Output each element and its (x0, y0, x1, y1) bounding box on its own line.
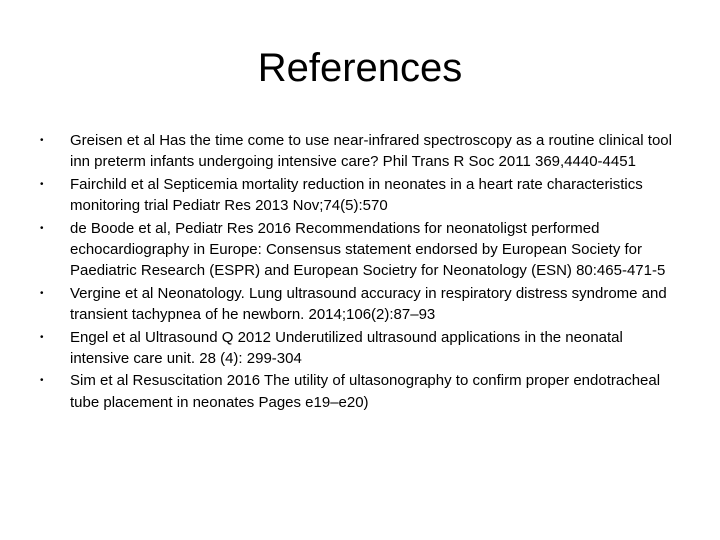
reference-item (40, 174, 680, 217)
reference-text: Fairchild et al Septicemia mortality reduction in neonates in a heart rate characteristics monitoring trial Pediatr Res 2013 Nov;74(5):570 (70, 175, 643, 215)
reference-text: Sim et al Resuscitation 2016 The utility of ultasonography to confirm proper endotracheal tube placement in neonates Pages e19–e20) (70, 372, 661, 411)
slide-title: References (257, 46, 463, 90)
reference-text: Engel et al Ultrasound Q 2012 Underutilized ultrasound applications in the neonatal intensive care unit. 28 (4): 299-304 (70, 328, 623, 368)
reference-item (40, 327, 680, 370)
reference-item (40, 370, 680, 413)
reference-item (40, 130, 680, 173)
reference-text: Vergine et al Neonatology. Lung ultrasound accuracy in respiratory distress syndrome and transient tachypnea of he newborn. 2014;106(2):87–93 (70, 284, 667, 324)
bullet-icon: • (40, 178, 44, 190)
reference-list (40, 130, 680, 414)
bullet-icon: • (40, 287, 44, 299)
reference-item (40, 218, 680, 282)
reference-item (40, 283, 680, 326)
bullet-icon: • (40, 375, 44, 387)
bullet-icon: • (40, 331, 44, 343)
bullet-icon: • (40, 222, 44, 234)
reference-text: de Boode et al, Pediatr Res 2016 Recommendations for neonatoligst performed echocardiography in Europe: Consensus statement endorsed by European Society for Paediatric Research (ESPR) and European Societry for Neonatology (ESN) 80:465-471-5 (70, 219, 666, 280)
bullet-icon: • (40, 135, 44, 146)
reference-text: Greisen et al Has the time come to use near-infrared spectroscopy as a routine clinical tool inn preterm infants undergoing intensive care? Phil Trans R Soc 2011 369,4440-4451 (70, 132, 672, 171)
